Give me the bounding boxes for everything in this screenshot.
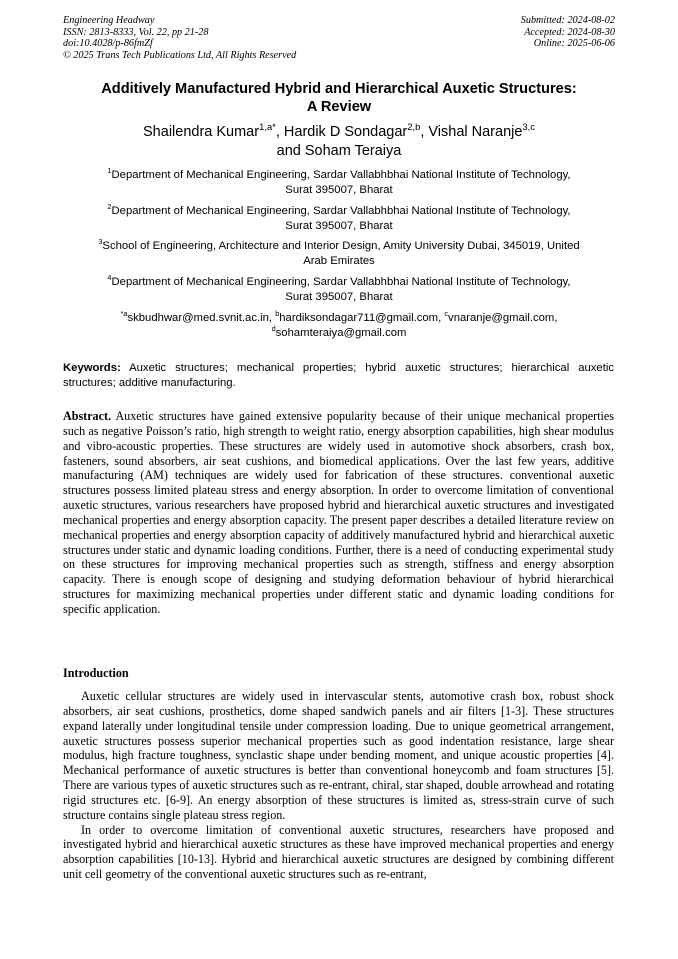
affiliation-text: Department of Mechanical Engineering, Sardar Vallabhbhai National Institute of Technology, [111,276,571,288]
online-date: Online: 2025-06-06 [533,38,615,49]
paragraph: In order to overcome limitation of conventional auxetic structures, researchers have proposed and investigated hybrid and hierarchical auxetic structures as these have improved mechanical properties and energy absorption capabilities [10-13]. Hybrid and hierarchical auxetic structures are designed by combining different unit cell geometry of the conventional auxetic structures such as re-entrant, [63,822,614,882]
author-name: Hardik D Sondagar [283,124,408,140]
affiliation [66,275,612,304]
affiliation-number: 4 [107,273,112,283]
introduction-body [63,689,614,882]
affiliation-number: 2 [107,202,112,212]
paper-title-line: Additively Manufactured Hybrid and Hierarchical Auxetic Structures: [101,81,577,97]
author-name: Vishal Naranje [428,124,523,140]
affiliation [66,204,612,233]
author-affiliation-marker: 3,c [522,121,535,133]
author-list [70,123,608,161]
affiliation-text: School of Engineering, Architecture and Interior Design, Amity University Dubai, 345019, United [102,240,580,252]
keywords-text: Auxetic structures; mechanical properties; hybrid auxetic structures; hierarchical auxetic structures; additive manufacturing. [63,362,614,389]
journal-doi: doi:10.4028/p-86fmZf [63,38,153,49]
email-link: hardiksondagar711@gmail.com, [279,312,445,324]
affiliation-text: Department of Mechanical Engineering, Sardar Vallabhbhai National Institute of Technology, [111,169,571,181]
keywords-label: Keywords: [63,362,121,374]
submitted-date: Submitted: 2024-08-02 [520,15,615,26]
paragraph: Auxetic cellular structures are widely used in intervascular stents, automotive crash box, robust shock absorbers, air seat cushions, prosthetics, dome shaped sandwich panels and air filters [1-3]. These structures expand laterally under longitudinal tensile under compression loading. Due to unique geometrical arrangement, auxetic structures possess superior mechanical properties such as good indentation resistance, large shear modulus, high fracture toughness, synclastic shape under bending moment, and unique acoustic properties [4]. Mechanical performance of auxetic structures is better than conventional honeycomb and foam structures [5]. There are various types of auxetic structures such as re-entrant, chiral, star shaped, double arrowhead and rotating rigid structures etc. [6-9]. An energy absorption of these structures is limited as, stress-strain curve of such structure contains single plateau stress region. [63,689,614,822]
author-affiliation-marker: 2,b [407,121,421,133]
author-emails: $^{*a}$skbudhwar@med.svnit.ac.in, $^b$hardiksondagar711@gmail.com, $^c$vnaranje@gmail.com, $^d$sohamteraiya@gmail.com [120,309,558,339]
section-heading: Introduction [63,666,129,680]
journal-name: Engineering Headway [63,15,155,26]
affiliation-text: Surat 395007, Bharat [285,219,393,232]
abstract-text: Auxetic structures have gained extensive popularity because of their unique mechanical properties such as negative Poisson’s ratio, high strength to weight ratio, energy absorption capabilities, high shear modulus and vibro-acoustic properties. These structures are widely used in automotive shock absorbers, crash box, fasteners, sound absorbers, air seat cushions, and biomedical applications. Over the last few years, additive manufacturing (AM) techniques are widely used for fabrication of these structures. conventional auxetic structures possess limited plateau stress and energy absorption. In order to overcome limitation of conventional auxetic structures, various researchers have proposed hybrid and hierarchical auxetic structures and investigated mechanical properties and energy absorption capacity. The present paper describes a detailed literature review on mechanical properties and energy absorption capacity of additively manufactured hybrid and hierarchical auxetic structures under static and dynamic loading conditions. Further, there is a need of conducting experimental study on these structures for improving mechanical properties such as strength, stiffness and energy absorption capacity. There is enough scope of designing and studying deformation behaviour of hybrid hierarchical structures for maximizing mechanical properties under different static and dynamic loading conditions for specific application. [63,409,614,616]
paper-title-line: A Review [306,99,372,115]
journal-info [63,15,296,61]
publication-dates [521,15,615,50]
author-affiliation-marker: 1,a* [259,121,276,133]
journal-issn: ISSN: 2813-8333, Vol. 22, pp 21-28 [63,26,209,38]
affiliation-text: Arab Emirates [303,254,375,267]
affiliation-text: Surat 395007, Bharat [285,183,393,196]
author-line [70,142,608,161]
email-link: skbudhwar@med.svnit.ac.in, [127,312,276,324]
affiliation [66,239,612,268]
keywords [63,361,614,390]
abstract [63,409,614,617]
copyright-notice: © 2025 Trans Tech Publications Ltd, All Rights Reserved [63,49,297,61]
paper-title [60,80,618,116]
email-link: vnaranje@gmail.com, [448,312,558,324]
affiliation [66,168,612,197]
email-link: sohamteraiya@gmail.com [275,326,407,339]
author-name: and Soham Teraiya [276,143,402,159]
abstract-label: Abstract. [63,409,112,423]
affiliation-number: 1 [107,166,112,176]
affiliation-text: Department of Mechanical Engineering, Sardar Vallabhbhai National Institute of Technology, [111,205,571,217]
author-line: Shailendra Kumar$^{1,a*}$, Hardik D Sondagar$^{2,b}$, Vishal Naranje$^{3,c}$ [143,121,535,140]
author-name: Shailendra Kumar [143,124,260,140]
accepted-date: Accepted: 2024-08-30 [524,26,615,38]
affiliation-number: 3 [98,237,103,247]
affiliation-text: Surat 395007, Bharat [285,290,393,303]
